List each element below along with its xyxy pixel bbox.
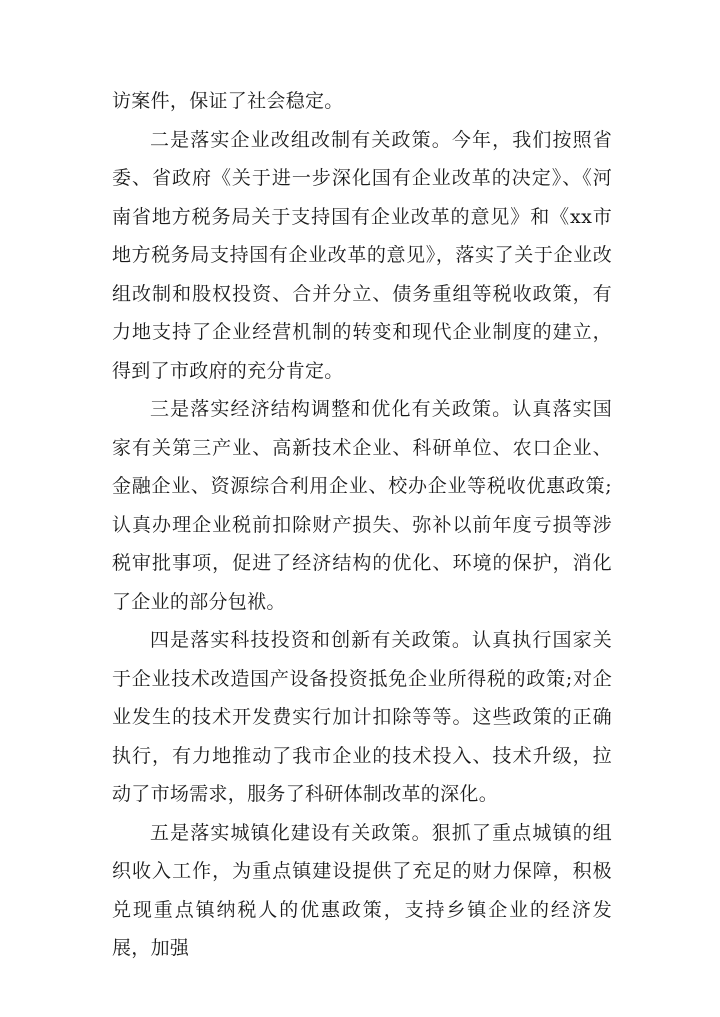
paragraph-urbanization: 五是落实城镇化建设有关政策。狠抓了重点城镇的组织收入工作，为重点镇建设提供了充足的财力保障，积极兑现重点镇纳税人的优惠政策，支持乡镇企业的经济发展，加强 — [112, 821, 612, 959]
document-body — [112, 82, 612, 968]
paragraph-technology-investment: 四是落实科技投资和创新有关政策。认真执行国家关于企业技术改造国产设备投资抵免企业所得税的政策;对企业发生的技术开发费实行加计扣除等等。这些政策的正确执行，有力地推动了我市企业的技术投入、技术升级，拉动了市场需求，服务了科研体制改革的深化。 — [112, 629, 612, 805]
paragraph-enterprise-restructuring: 二是落实企业改组改制有关政策。今年，我们按照省委、省政府《关于进一步深化国有企业改革的决定》、《河南省地方税务局关于支持国有企业改革的意见》和《xx市地方税务局支持国有企业改革的意见》，落实了关于企业改组改制和股权投资、合并分立、债务重组等税收政策，有力地支持了企业经营机制的转变和现代企业制度的建立，得到了市政府的充分肯定。 — [112, 128, 612, 382]
paragraph-economic-structure: 三是落实经济结构调整和优化有关政策。认真落实国家有关第三产业、高新技术企业、科研单位、农口企业、金融企业、资源综合利用企业、校办企业等税收优惠政策;认真办理企业税前扣除财产损失、弥补以前年度亏损等涉税审批事项，促进了经济结构的优化、环境的保护，消化了企业的部分包袱。 — [112, 398, 612, 613]
paragraph-continuation: 访案件，保证了社会稳定。 — [112, 90, 344, 112]
